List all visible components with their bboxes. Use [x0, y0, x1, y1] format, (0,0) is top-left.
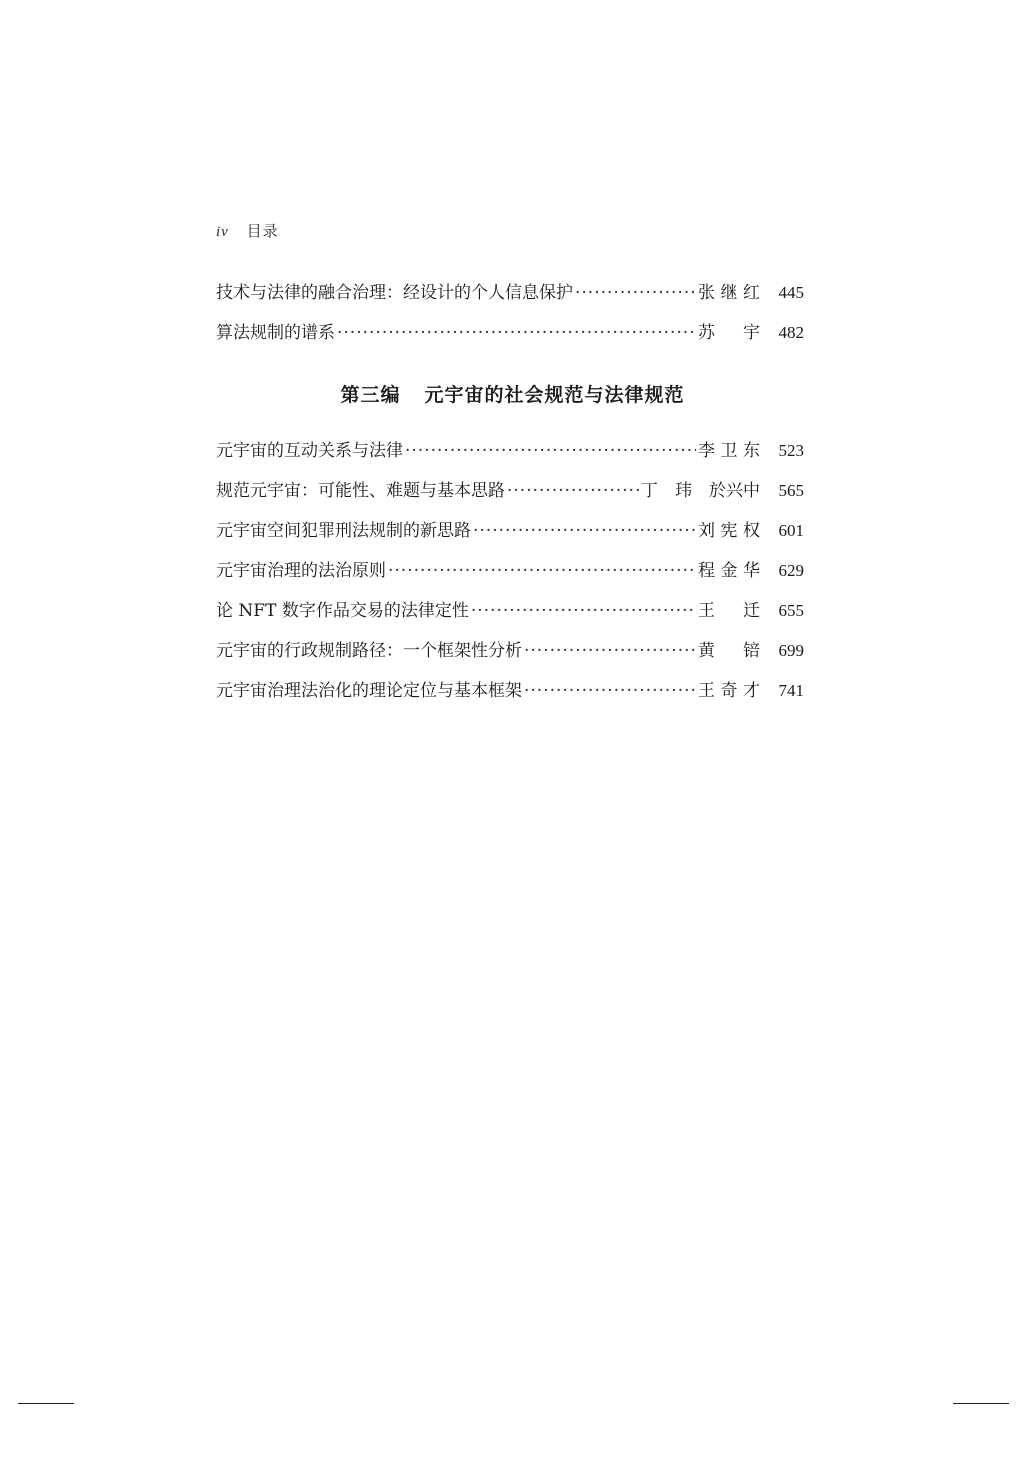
toc-entry-title: 元宇宙治理法治化的理论定位与基本框架 — [216, 681, 522, 701]
toc-entry-page: 629 — [778, 561, 804, 580]
toc-part-three — [216, 431, 804, 711]
dot-leader — [473, 511, 696, 551]
toc-entry-title: 规范元宇宙：可能性、难题与基本思路 — [216, 481, 505, 501]
dot-leader — [405, 431, 696, 471]
toc-entry-title: 算法规制的谱系 — [216, 323, 335, 343]
toc-entry-page: 655 — [778, 601, 804, 620]
toc-entry-page: 565 — [778, 481, 804, 500]
dot-leader — [388, 551, 696, 591]
toc-entry-page: 741 — [778, 681, 804, 700]
toc-entry-author: 程金华 — [698, 561, 760, 581]
page-number: iv — [216, 224, 229, 240]
toc-previous-section — [216, 273, 804, 353]
toc-entry-author: 张继红 — [698, 283, 760, 303]
running-head-label: 目录 — [246, 222, 279, 240]
running-head — [216, 220, 279, 241]
part-heading-number: 第三编 — [340, 384, 401, 406]
toc-entry-author: 王奇才 — [698, 681, 760, 701]
toc-entry-page: 445 — [778, 283, 804, 302]
toc-entry[interactable] — [216, 591, 804, 631]
toc-entry-title: 元宇宙治理的法治原则 — [216, 561, 386, 581]
toc-entry-author: 苏 宇 — [698, 323, 760, 343]
part-heading-title: 元宇宙的社会规范与法律规范 — [424, 384, 685, 406]
dot-leader — [471, 591, 696, 631]
toc-entry[interactable] — [216, 671, 804, 711]
toc-entry[interactable] — [216, 631, 804, 671]
toc-entry-title: 论 NFT 数字作品交易的法律定性 — [216, 601, 469, 621]
toc-entry[interactable] — [216, 431, 804, 471]
toc-entry-page: 601 — [778, 521, 804, 540]
toc-entry-author: 王 迁 — [698, 601, 760, 621]
toc-entry-page: 699 — [778, 641, 804, 660]
toc-entry[interactable] — [216, 471, 804, 511]
toc-entry-author: 李卫东 — [698, 441, 760, 461]
dot-leader — [524, 631, 696, 671]
toc-entry-title: 技术与法律的融合治理：经设计的个人信息保护 — [216, 283, 573, 303]
toc-entry-title: 元宇宙空间犯罪刑法规制的新思路 — [216, 521, 471, 541]
toc-entry-page: 482 — [778, 323, 804, 342]
toc-entry-author: 黄 锫 — [698, 641, 760, 661]
part-heading — [0, 380, 1025, 407]
toc-entry[interactable] — [216, 511, 804, 551]
toc-entry-title: 元宇宙的互动关系与法律 — [216, 441, 403, 461]
toc-entry-author: 丁 玮 於兴中 — [641, 481, 760, 501]
toc-entry-page: 523 — [778, 441, 804, 460]
toc-entry[interactable] — [216, 273, 804, 313]
dot-leader — [507, 471, 639, 511]
dot-leader — [575, 273, 696, 313]
dot-leader — [337, 313, 696, 353]
toc-entry-author: 刘宪权 — [698, 521, 760, 541]
toc-entry-title: 元宇宙的行政规制路径：一个框架性分析 — [216, 641, 522, 661]
toc-entry[interactable] — [216, 551, 804, 591]
toc-entry[interactable] — [216, 313, 804, 353]
crop-mark-left — [18, 1403, 74, 1404]
crop-mark-right — [953, 1403, 1009, 1404]
dot-leader — [524, 671, 696, 711]
